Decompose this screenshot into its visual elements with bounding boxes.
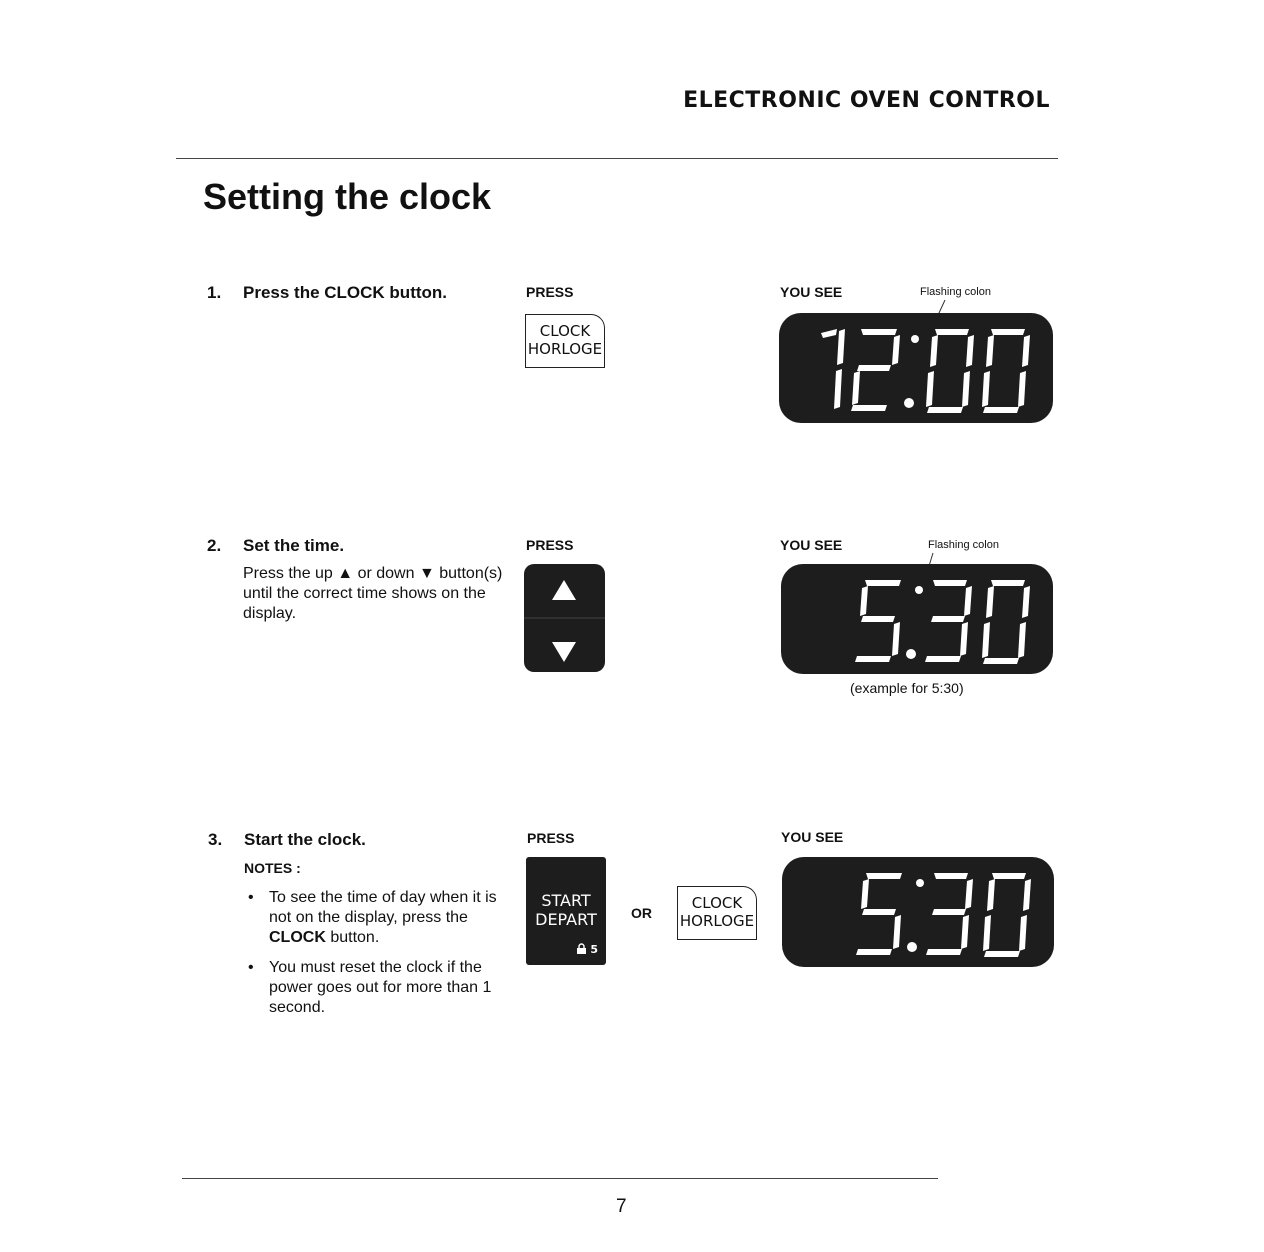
down-triangle-icon: ▼ (418, 565, 435, 582)
seg (1023, 879, 1031, 911)
top-divider (176, 158, 1058, 159)
seg (861, 879, 869, 909)
seg (834, 369, 842, 409)
seg (925, 656, 961, 662)
step-3-notes-label: NOTES : (244, 860, 301, 876)
seg (991, 580, 1025, 586)
step-3-seven-segment-readout (782, 857, 1054, 967)
step-3-number: 3. (208, 830, 223, 849)
step-2-clock-display (781, 564, 1053, 674)
seg (984, 951, 1020, 957)
seg (1019, 915, 1027, 951)
seg (860, 586, 868, 616)
clock-button-label-fr: HORLOGE (679, 912, 755, 930)
step-1-clock-display (779, 313, 1053, 423)
step-2-number: 2. (207, 536, 222, 555)
seg (964, 586, 972, 616)
seg (851, 405, 887, 411)
seg (965, 879, 973, 909)
colon-dot (916, 879, 924, 887)
seg (992, 873, 1026, 879)
page-title: Setting the clock (203, 176, 492, 217)
seg (1018, 622, 1026, 658)
seg (962, 371, 970, 407)
seg (983, 658, 1019, 664)
bottom-divider (182, 1178, 938, 1179)
clock-button-label-en: CLOCK (539, 322, 591, 340)
note-item (244, 888, 506, 948)
seg (932, 909, 966, 915)
seg (926, 371, 934, 407)
instruction-text: Press the up (243, 565, 338, 582)
colon-dot (915, 586, 923, 594)
clock-button-alt[interactable] (677, 886, 757, 940)
page-number: 7 (616, 1196, 627, 1217)
note-text: You must reset the clock if the power goes out for more than 1 second. (269, 959, 492, 1016)
seg (982, 622, 990, 658)
step-2-flashing-colon-note: Flashing colon (928, 539, 999, 551)
step-2-example-caption: (example for 5:30) (850, 680, 964, 696)
seg (933, 580, 967, 586)
start-button[interactable] (526, 857, 606, 965)
seg (982, 371, 990, 407)
step-2-press-label: PRESS (526, 537, 574, 553)
step-1-you-see-label: YOU SEE (780, 284, 843, 300)
seg (892, 335, 900, 365)
seg (991, 329, 1025, 335)
seg (865, 580, 901, 586)
step-1-flashing-colon-note: Flashing colon (920, 286, 991, 298)
down-arrow-button[interactable] (524, 620, 605, 672)
instruction-text: button(s) until the correct time shows on the display. (243, 565, 503, 622)
step-2-seven-segment-readout (781, 564, 1053, 674)
step-3-press-label: PRESS (527, 830, 575, 846)
seg (821, 329, 837, 338)
seg (892, 622, 900, 656)
seg (960, 622, 968, 656)
colon-dot (906, 649, 916, 659)
note-item (244, 958, 506, 1018)
section-header: ELECTRONIC OVEN CONTROL (683, 88, 1050, 113)
lock-badge-number: 5 (590, 943, 598, 956)
seg (931, 616, 965, 622)
up-triangle-icon: ▲ (337, 565, 354, 582)
seg (926, 949, 962, 955)
colon-dot (911, 335, 919, 343)
start-button-label-en: START (541, 891, 591, 910)
seg (1022, 335, 1030, 367)
step-2-instructions (243, 564, 503, 624)
seg (857, 365, 891, 371)
step-1-heading: Press the CLOCK button. (243, 283, 448, 302)
step-3-clock-display (782, 857, 1054, 967)
colon-dot (904, 398, 914, 408)
note-text: To see the time of day when it is not on the display, press the (269, 889, 497, 926)
step-2-you-see-label: YOU SEE (780, 537, 843, 553)
up-arrow-button[interactable] (524, 564, 605, 616)
clock-button-label-fr: HORLOGE (527, 340, 603, 358)
clock-button-label-en: CLOCK (691, 894, 743, 912)
step-1-seven-segment-readout (779, 313, 1053, 423)
seg (966, 335, 974, 367)
seg (855, 656, 891, 662)
colon-dot (907, 942, 917, 952)
arrow-buttons (524, 564, 605, 672)
or-label: OR (631, 905, 652, 921)
seg (930, 335, 938, 367)
seg (986, 586, 994, 618)
seg (927, 407, 963, 413)
step-3-notes-list (244, 888, 506, 1028)
seg (961, 915, 969, 949)
seg (935, 329, 969, 335)
step-1-press-label: PRESS (526, 284, 574, 300)
instruction-text: or down (353, 565, 419, 582)
step-3-you-see-label: YOU SEE (781, 829, 844, 845)
seg (837, 329, 845, 365)
seg (856, 949, 892, 955)
note-bold-text: CLOCK (269, 929, 326, 946)
step-1-number: 1. (207, 283, 222, 302)
seg (986, 335, 994, 367)
start-button-lock-badge (576, 943, 599, 956)
seg (852, 371, 860, 405)
seg (866, 873, 902, 879)
step-3-heading: Start the clock. (244, 830, 366, 849)
seg (983, 407, 1019, 413)
seg (893, 915, 901, 949)
seg (861, 616, 895, 622)
seg (987, 879, 995, 911)
arrow-button-pad (524, 564, 605, 672)
start-button-label-fr: DEPART (535, 910, 597, 929)
seg (861, 329, 897, 335)
clock-button[interactable] (525, 314, 605, 368)
note-text: button. (325, 929, 380, 946)
seg (1022, 586, 1030, 618)
seg (983, 915, 991, 951)
lock-icon (576, 943, 587, 954)
seg (934, 873, 968, 879)
seg (1018, 371, 1026, 407)
step-2-heading: Set the time. (243, 536, 345, 555)
seg (862, 909, 896, 915)
